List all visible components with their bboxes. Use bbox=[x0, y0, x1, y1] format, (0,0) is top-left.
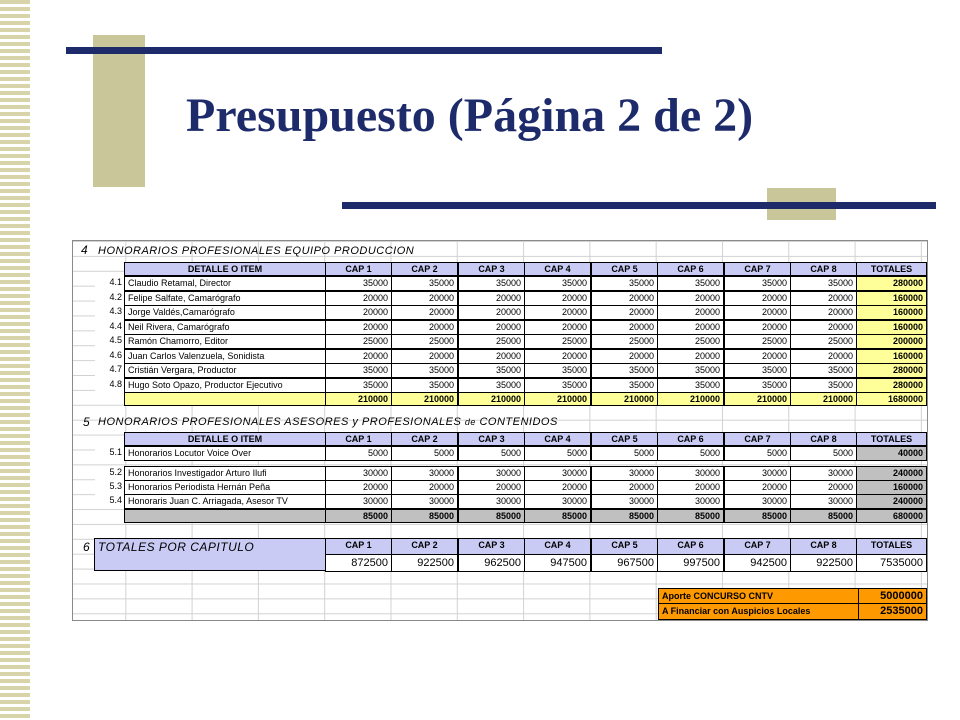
funding-label-1: Aporte CONCURSO CNTV bbox=[658, 588, 859, 604]
subtotal-value: 210000 bbox=[524, 392, 591, 406]
totales6-header: TOTALES bbox=[856, 538, 927, 555]
cap-header-3: CAP 3 bbox=[458, 262, 525, 276]
row-value: 20000 bbox=[524, 349, 591, 364]
cap6-header-7: CAP 7 bbox=[724, 538, 791, 555]
cap6-total-5: 967500 bbox=[591, 554, 658, 572]
row-value: 35000 bbox=[325, 276, 392, 291]
row-value: 30000 bbox=[790, 466, 857, 481]
spreadsheet bbox=[72, 240, 928, 621]
totales-header: TOTALES bbox=[856, 262, 927, 276]
funding-label-2: A Financiar con Auspicios Locales bbox=[658, 603, 859, 620]
cap-header-7: CAP 7 bbox=[724, 432, 791, 446]
row-value: 5000 bbox=[325, 446, 392, 461]
row-value: 30000 bbox=[325, 466, 392, 481]
row-value: 5000 bbox=[790, 446, 857, 461]
row-value: 20000 bbox=[325, 291, 392, 306]
row-value: 25000 bbox=[458, 334, 525, 349]
subtotal-value: 85000 bbox=[325, 509, 392, 523]
row-value: 30000 bbox=[524, 494, 591, 509]
section-5-title-part2: CONTENIDOS bbox=[479, 416, 558, 428]
row-value: 30000 bbox=[391, 494, 458, 509]
row-value: 35000 bbox=[790, 363, 857, 378]
cap-header-8: CAP 8 bbox=[790, 432, 857, 446]
row-value: 35000 bbox=[790, 276, 857, 291]
row-name: Claudio Retamal, Director bbox=[124, 276, 326, 291]
row-name: Cristián Vergara, Productor bbox=[124, 363, 326, 378]
row-value: 35000 bbox=[458, 276, 525, 291]
cap6-header-5: CAP 5 bbox=[591, 538, 658, 555]
row-value: 20000 bbox=[657, 320, 724, 335]
row-code: 5.1 bbox=[95, 446, 125, 461]
row-value: 20000 bbox=[524, 480, 591, 495]
row-value: 35000 bbox=[458, 363, 525, 378]
row-value: 35000 bbox=[591, 276, 658, 291]
row-value: 5000 bbox=[524, 446, 591, 461]
funding-value-1: 5000000 bbox=[858, 588, 927, 604]
grand-total: 1680000 bbox=[856, 392, 927, 406]
row-value: 35000 bbox=[724, 378, 791, 393]
row-value: 35000 bbox=[657, 363, 724, 378]
row-value: 25000 bbox=[724, 334, 791, 349]
row-total: 280000 bbox=[856, 276, 927, 291]
row-value: 20000 bbox=[657, 291, 724, 306]
row-value: 20000 bbox=[657, 305, 724, 320]
row-value: 30000 bbox=[591, 494, 658, 509]
row-code: 5.3 bbox=[95, 480, 125, 495]
row-value: 35000 bbox=[790, 378, 857, 393]
row-total: 240000 bbox=[856, 466, 927, 481]
striped-margin-decoration bbox=[0, 0, 30, 720]
row-value: 20000 bbox=[325, 480, 392, 495]
row-name: Felipe Salfate, Camarógrafo bbox=[124, 291, 326, 306]
row-value: 35000 bbox=[524, 378, 591, 393]
row-value: 35000 bbox=[657, 378, 724, 393]
row-value: 20000 bbox=[524, 305, 591, 320]
cap-header-1: CAP 1 bbox=[325, 262, 392, 276]
olive-block-top bbox=[93, 35, 145, 187]
cap-header-5: CAP 5 bbox=[591, 262, 658, 276]
subtotal-value: 210000 bbox=[790, 392, 857, 406]
row-value: 20000 bbox=[458, 480, 525, 495]
grand-total: 680000 bbox=[856, 509, 927, 523]
row-value: 5000 bbox=[657, 446, 724, 461]
cap-header-2: CAP 2 bbox=[391, 432, 458, 446]
row-value: 20000 bbox=[458, 349, 525, 364]
row-value: 30000 bbox=[724, 466, 791, 481]
row-code: 4.6 bbox=[95, 349, 125, 364]
row-name: Ramón Chamorro, Editor bbox=[124, 334, 326, 349]
subtotal-value: 85000 bbox=[458, 509, 525, 523]
row-value: 30000 bbox=[724, 494, 791, 509]
row-value: 30000 bbox=[657, 494, 724, 509]
row-value: 20000 bbox=[391, 320, 458, 335]
row-value: 20000 bbox=[524, 291, 591, 306]
row-name: Honorarios Locutor Voice Over bbox=[124, 446, 326, 461]
row-value: 20000 bbox=[724, 291, 791, 306]
row-name: Neil Rivera, Camarógrafo bbox=[124, 320, 326, 335]
cap6-header-2: CAP 2 bbox=[391, 538, 458, 555]
row-value: 20000 bbox=[458, 305, 525, 320]
row-value: 20000 bbox=[391, 291, 458, 306]
row-value: 20000 bbox=[790, 480, 857, 495]
cap6-header-3: CAP 3 bbox=[458, 538, 525, 555]
row-total: 200000 bbox=[856, 334, 927, 349]
funding-value-2: 2535000 bbox=[858, 603, 927, 620]
row-value: 35000 bbox=[591, 363, 658, 378]
row-name: Honoraris Juan C. Arriagada, Asesor TV bbox=[124, 494, 326, 509]
row-total: 160000 bbox=[856, 480, 927, 495]
row-value: 25000 bbox=[524, 334, 591, 349]
row-value: 35000 bbox=[524, 276, 591, 291]
row-total: 280000 bbox=[856, 363, 927, 378]
row-value: 20000 bbox=[325, 320, 392, 335]
section-5-number: 5 bbox=[83, 415, 90, 429]
cap6-header-4: CAP 4 bbox=[524, 538, 591, 555]
row-value: 20000 bbox=[724, 349, 791, 364]
row-name: Honorarios Investigador Arturo Ilufi bbox=[124, 466, 326, 481]
row-value: 25000 bbox=[790, 334, 857, 349]
row-value: 20000 bbox=[591, 349, 658, 364]
row-name: Hugo Soto Opazo, Productor Ejecutivo bbox=[124, 378, 326, 393]
row-code: 4.5 bbox=[95, 334, 125, 349]
totales-header: TOTALES bbox=[856, 432, 927, 446]
subtotal-value: 85000 bbox=[391, 509, 458, 523]
subtotal-value: 210000 bbox=[724, 392, 791, 406]
row-total: 280000 bbox=[856, 378, 927, 393]
row-value: 30000 bbox=[458, 466, 525, 481]
cap-header-6: CAP 6 bbox=[657, 432, 724, 446]
section-6-number: 6 bbox=[83, 540, 90, 554]
row-code: 4.8 bbox=[95, 378, 125, 393]
slide-title: Presupuesto (Página 2 de 2) bbox=[186, 89, 754, 142]
row-value: 35000 bbox=[657, 276, 724, 291]
row-value: 20000 bbox=[790, 320, 857, 335]
row-total: 160000 bbox=[856, 305, 927, 320]
navy-bar-bottom bbox=[342, 202, 936, 209]
row-value: 25000 bbox=[325, 334, 392, 349]
row-code: 4.4 bbox=[95, 320, 125, 335]
row-value: 20000 bbox=[524, 320, 591, 335]
row-value: 20000 bbox=[325, 349, 392, 364]
section-4-number: 4 bbox=[81, 243, 88, 257]
cap-header-3: CAP 3 bbox=[458, 432, 525, 446]
row-value: 5000 bbox=[458, 446, 525, 461]
subtotal-value: 85000 bbox=[790, 509, 857, 523]
section-6-title-text: TOTALES POR CAPITULO bbox=[98, 540, 255, 554]
subtotal-label-blank bbox=[124, 392, 326, 406]
row-value: 35000 bbox=[391, 378, 458, 393]
cap-header-5: CAP 5 bbox=[591, 432, 658, 446]
row-value: 20000 bbox=[591, 291, 658, 306]
subtotal-value: 85000 bbox=[591, 509, 658, 523]
detalle-header: DETALLE O ITEM bbox=[124, 262, 326, 276]
subtotal-label-blank bbox=[124, 509, 326, 523]
row-value: 20000 bbox=[325, 305, 392, 320]
row-value: 30000 bbox=[790, 494, 857, 509]
cap6-total-8: 922500 bbox=[790, 554, 857, 572]
row-name: Juan Carlos Valenzuela, Sonidista bbox=[124, 349, 326, 364]
row-value: 20000 bbox=[591, 480, 658, 495]
section-5-title bbox=[98, 416, 558, 428]
cap-header-7: CAP 7 bbox=[724, 262, 791, 276]
row-value: 25000 bbox=[391, 334, 458, 349]
subtotal-value: 85000 bbox=[724, 509, 791, 523]
cap-header-2: CAP 2 bbox=[391, 262, 458, 276]
row-value: 20000 bbox=[591, 305, 658, 320]
cap6-total-7: 942500 bbox=[724, 554, 791, 572]
row-value: 30000 bbox=[391, 466, 458, 481]
subtotal-value: 210000 bbox=[391, 392, 458, 406]
row-name: Honorarios Periodista Hernán Peña bbox=[124, 480, 326, 495]
cap6-total-2: 922500 bbox=[391, 554, 458, 572]
cap6-total-3: 962500 bbox=[458, 554, 525, 572]
totales6-value: 7535000 bbox=[856, 554, 927, 572]
subtotal-value: 210000 bbox=[325, 392, 392, 406]
cap6-header-1: CAP 1 bbox=[325, 538, 392, 555]
row-code: 5.4 bbox=[95, 494, 125, 509]
section-4-title: HONORARIOS PROFESIONALES EQUIPO PRODUCCION bbox=[98, 245, 415, 257]
row-code: 4.7 bbox=[95, 363, 125, 378]
row-value: 35000 bbox=[724, 363, 791, 378]
row-value: 35000 bbox=[524, 363, 591, 378]
row-value: 20000 bbox=[657, 480, 724, 495]
row-value: 20000 bbox=[458, 320, 525, 335]
row-value: 20000 bbox=[724, 320, 791, 335]
cap-header-4: CAP 4 bbox=[524, 432, 591, 446]
row-value: 20000 bbox=[724, 480, 791, 495]
subtotal-value: 210000 bbox=[591, 392, 658, 406]
row-value: 5000 bbox=[391, 446, 458, 461]
row-name: Jorge Valdés,Camarógrafo bbox=[124, 305, 326, 320]
row-value: 20000 bbox=[458, 291, 525, 306]
row-value: 25000 bbox=[591, 334, 658, 349]
subtotal-value: 210000 bbox=[657, 392, 724, 406]
subtotal-value: 85000 bbox=[657, 509, 724, 523]
row-value: 25000 bbox=[657, 334, 724, 349]
cap-header-1: CAP 1 bbox=[325, 432, 392, 446]
cap6-header-8: CAP 8 bbox=[790, 538, 857, 555]
detalle-header: DETALLE O ITEM bbox=[124, 432, 326, 446]
row-value: 35000 bbox=[325, 363, 392, 378]
row-value: 30000 bbox=[591, 466, 658, 481]
subtotal-value: 210000 bbox=[458, 392, 525, 406]
row-value: 35000 bbox=[458, 378, 525, 393]
section-5-title-part1: HONORARIOS PROFESIONALES ASESORES y PROFESIONALES bbox=[98, 416, 462, 428]
cap6-total-1: 872500 bbox=[325, 554, 392, 572]
row-value: 35000 bbox=[325, 378, 392, 393]
row-total: 160000 bbox=[856, 320, 927, 335]
row-value: 20000 bbox=[391, 305, 458, 320]
row-code: 4.1 bbox=[95, 276, 125, 291]
row-value: 20000 bbox=[657, 349, 724, 364]
row-value: 30000 bbox=[325, 494, 392, 509]
row-value: 20000 bbox=[391, 349, 458, 364]
row-value: 20000 bbox=[790, 305, 857, 320]
row-code: 4.2 bbox=[95, 291, 125, 306]
row-value: 30000 bbox=[657, 466, 724, 481]
cap-header-8: CAP 8 bbox=[790, 262, 857, 276]
row-value: 35000 bbox=[724, 276, 791, 291]
row-value: 30000 bbox=[524, 466, 591, 481]
row-value: 20000 bbox=[591, 320, 658, 335]
cap6-total-4: 947500 bbox=[524, 554, 591, 572]
row-code: 5.2 bbox=[95, 466, 125, 481]
cap6-header-6: CAP 6 bbox=[657, 538, 724, 555]
row-value: 35000 bbox=[591, 378, 658, 393]
subtotal-value: 85000 bbox=[524, 509, 591, 523]
row-value: 20000 bbox=[790, 349, 857, 364]
cap-header-6: CAP 6 bbox=[657, 262, 724, 276]
navy-bar-top bbox=[66, 47, 662, 54]
row-code: 4.3 bbox=[95, 305, 125, 320]
row-value: 35000 bbox=[391, 363, 458, 378]
row-value: 35000 bbox=[391, 276, 458, 291]
row-total: 160000 bbox=[856, 291, 927, 306]
cap6-total-6: 997500 bbox=[657, 554, 724, 572]
section-5-title-de: de bbox=[464, 417, 476, 427]
row-value: 20000 bbox=[790, 291, 857, 306]
section-6-title bbox=[94, 538, 326, 571]
row-value: 5000 bbox=[724, 446, 791, 461]
row-value: 20000 bbox=[391, 480, 458, 495]
row-value: 20000 bbox=[724, 305, 791, 320]
row-total: 160000 bbox=[856, 349, 927, 364]
row-total: 40000 bbox=[856, 446, 927, 461]
row-total: 240000 bbox=[856, 494, 927, 509]
cap-header-4: CAP 4 bbox=[524, 262, 591, 276]
row-value: 5000 bbox=[591, 446, 658, 461]
row-value: 30000 bbox=[458, 494, 525, 509]
